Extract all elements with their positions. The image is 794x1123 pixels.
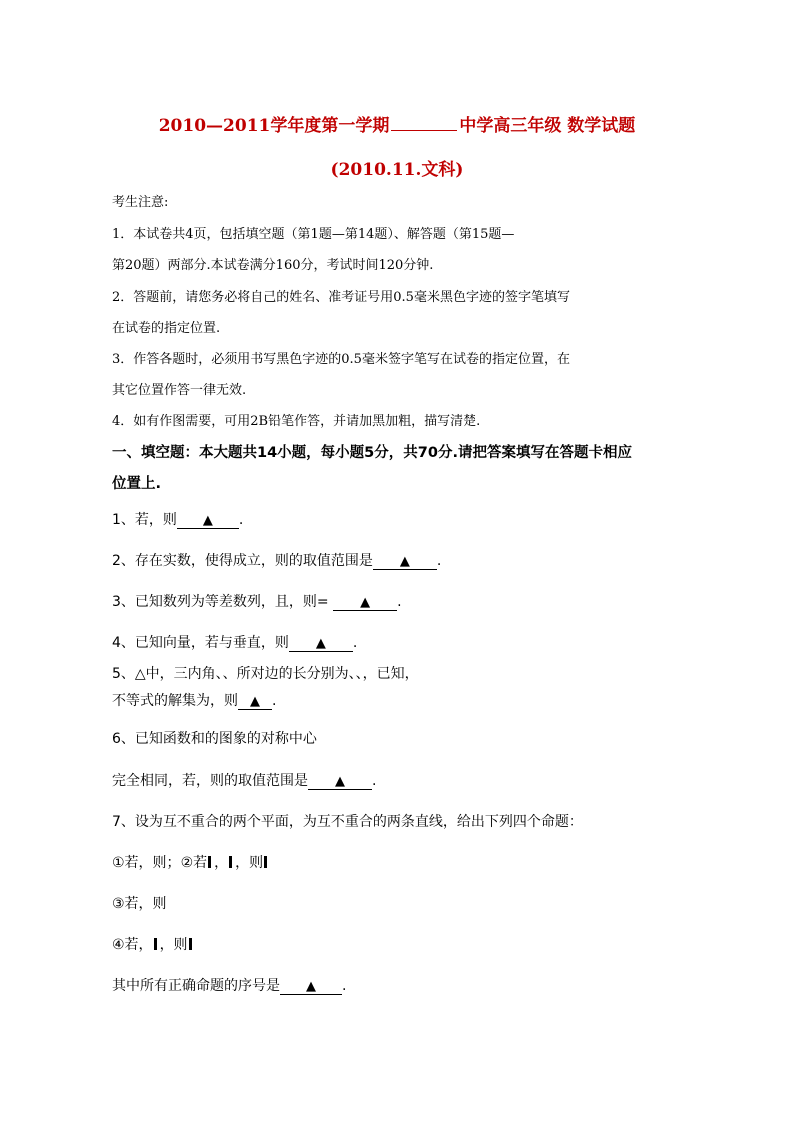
section-heading-line-2: 位置上.	[112, 476, 162, 492]
parallel-symbol	[154, 938, 157, 950]
proposition-1: ①若，则；	[112, 855, 181, 871]
question-7-propositions-1-2: ①若，则；②若 ， ，则	[112, 852, 682, 872]
question-6-line-1: 6、已知函数和的图象的对称中心	[112, 731, 317, 747]
question-6-text: 完全相同，若，则的取值范围是	[112, 773, 308, 789]
exam-title	[0, 111, 794, 136]
notice-item-2a: 2．答题前，请您务必将自己的姓名、准考证号用0.5毫米黑色字迹的签字笔填写	[112, 290, 570, 305]
question-4-text: 4、已知向量，若与垂直，则	[112, 635, 289, 651]
question-1-answer-blank: ▲	[177, 513, 239, 529]
section-heading-line-1: 一、填空题：本大题共14小题，每小题5分，共70分.请把答案填写在答题卡相应	[112, 445, 632, 461]
question-4-answer-blank: ▲	[289, 636, 353, 652]
question-7-stem: 7、设为互不重合的两个平面，为互不重合的两条直线，给出下列四个命题：	[112, 814, 583, 830]
question-5-line-1: 5、△中，三内角、、所对边的长分别为、、，已知，	[112, 666, 419, 682]
question-7-answer-line: 其中所有正确命题的序号是 ▲ .	[112, 978, 347, 994]
notice-item-4: 4．如有作图需要，可用2B铅笔作答，并请加黑加粗，描写清楚.	[112, 414, 481, 429]
question-6-line-2: 完全相同，若，则的取值范围是 ▲ .	[112, 773, 377, 789]
notice-item-2b: 在试卷的指定位置.	[112, 321, 221, 336]
notice-item-1b: 第20题）两部分.本试卷满分160分，考试时间120分钟.	[112, 258, 434, 273]
question-5-text: 不等式的解集为，则	[112, 693, 238, 709]
question-1: 1、若，则 ▲ .	[112, 512, 244, 528]
question-3-text: 3、已知数列为等差数列，且，则=	[112, 594, 334, 610]
question-4: 4、已知向量，若与垂直，则 ▲ .	[112, 635, 358, 651]
question-7-proposition-4: ④若， ，则	[112, 934, 682, 954]
exam-subtitle: (2010.11.文科)	[330, 160, 464, 180]
question-1-text: 1、若，则	[112, 512, 177, 528]
title-part-1: 2010—2011学年度第一学期	[158, 116, 390, 136]
question-6-answer-blank: ▲	[308, 774, 372, 790]
parallel-symbol	[208, 856, 211, 868]
question-2-answer-blank: ▲	[373, 554, 437, 570]
proposition-4: ④若，	[112, 937, 153, 953]
question-2-text: 2、存在实数，使得成立，则的取值范围是	[112, 553, 373, 569]
parallel-symbol	[229, 856, 232, 868]
proposition-2: ②若	[180, 855, 208, 871]
notice-item-1a: 1．本试卷共4页，包括填空题（第1题—第14题）、解答题（第15题—	[112, 227, 515, 242]
question-3-answer-blank: ▲	[333, 595, 397, 611]
question-5-line-2: 不等式的解集为，则 ▲ .	[112, 693, 277, 709]
question-3: 3、已知数列为等差数列，且，则= ▲ .	[112, 594, 402, 610]
question-7-answer-blank: ▲	[280, 979, 342, 995]
notice-heading: 考生注意:	[112, 195, 169, 210]
parallel-symbol	[264, 856, 267, 868]
title-part-2: 中学高三年级 数学试题	[459, 116, 636, 136]
parallel-symbol	[189, 938, 192, 950]
question-5-answer-blank: ▲	[238, 694, 272, 710]
notice-item-3a: 3．作答各题时，必须用书写黑色字迹的0.5毫米签字笔写在试卷的指定位置，在	[112, 352, 570, 367]
question-2: 2、存在实数，使得成立，则的取值范围是 ▲ .	[112, 553, 442, 569]
proposition-3: ③若，则	[112, 896, 167, 912]
question-7-text: 其中所有正确命题的序号是	[112, 978, 280, 994]
school-name-blank	[391, 115, 457, 131]
notice-item-3b: 其它位置作答一律无效.	[112, 383, 247, 398]
